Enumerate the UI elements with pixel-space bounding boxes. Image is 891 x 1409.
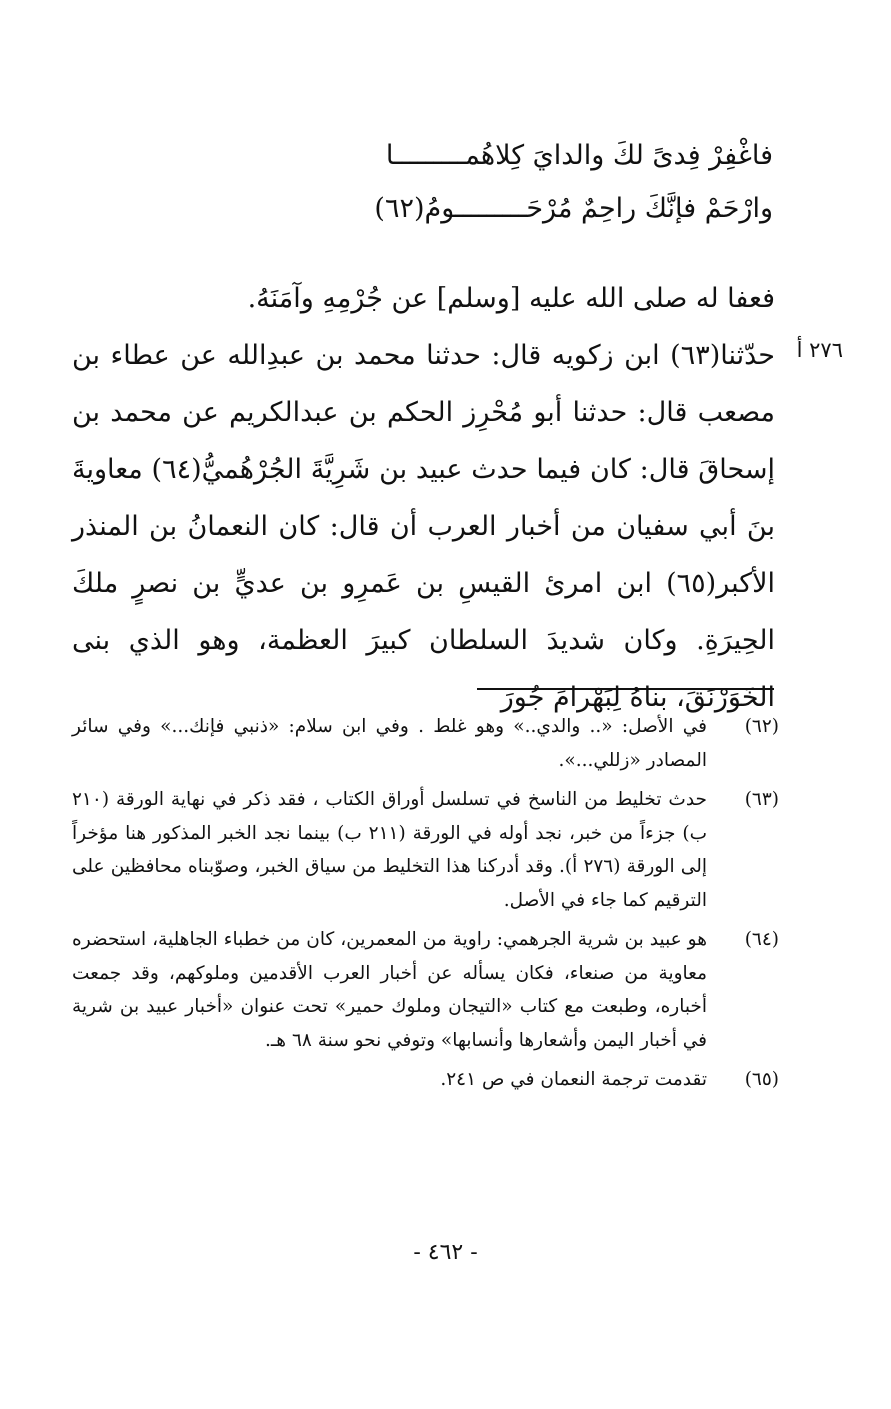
verse-line-1: فاغْفِرْ فِدىً لكَ والدايَ كِلاهُمـــــــــا [385, 140, 773, 171]
footnote-number: (٦٤) [744, 929, 779, 950]
footnote-text: هو عبيد بن شرية الجرهمي: راوية من المعمرين، كان من خطباء الجاهلية، استحضره معاوية من صنعاء، فكان يسأله عن أخبار العرب الأقدمين وملوكهم، وقد جمعت أخباره، وطبعت مع كتاب «التيجان وملوك حمير» تحت عنوان «أخبار عبيد بن شرية في أخبار اليمن وأشعارها وأنسابها» وتوفي نحو سنة ٦٨ هـ. [72, 929, 707, 1051]
footnote-63 [72, 783, 779, 917]
footnote-number: (٦٣) [744, 789, 779, 810]
manuscript-folio-marker: ٢٧٦ أ [796, 338, 843, 362]
main-text [72, 270, 775, 726]
footnote-text: حدث تخليط من الناسخ في تسلسل أوراق الكتاب ، فقد ذكر في نهاية الورقة (٢١٠ ب) جزءاً من خبر، نجد أوله في الورقة (٢١١ ب) بينما نجد الخبر المذكور هنا مؤخراً إلى الورقة (٢٧٦ أ). وقد أدركنا هذا التخليط من سياق الخبر، وصوّبناه محافظين على الترقيم كما جاء في الأصل. [72, 789, 708, 911]
paragraph-forgiveness: فعفا له صلى الله عليه [وسلم] عن جُرْمِهِ وآمَنَهُ. [247, 283, 775, 314]
footnotes [72, 710, 779, 1103]
footnote-text: في الأصل: «.. والدي..» وهو غلط . وفي ابن سلام: «ذنبي فإنك...» وفي سائر المصادر «زللي...». [72, 716, 707, 771]
footnote-65 [72, 1063, 779, 1097]
footnote-62 [72, 710, 779, 777]
footnote-text: تقدمت ترجمة النعمان في ص ٢٤١. [440, 1069, 707, 1090]
footnote-separator [477, 688, 774, 690]
page-number: - ٤٦٢ - [413, 1240, 478, 1265]
paragraph-narration: حدّثنا(٦٣) ابن زكويه قال: حدثنا محمد بن عبدِالله عن عطاء بن مصعب قال: حدثنا أبو مُحْرِز الحكم بن عبدالكريم عن محمد بن إسحاقَ قال: كان فيما حدث عبيد بن شَرِيَّةَ الجُرْهُميُّ(٦٤) معاويةَ بنَ أبي سفيان من أخبار العرب أن قال: كان النعمانُ بن المنذر الأكبر(٦٥) ابن امرئ القيسِ بن عَمرِو بن عديٍّ بن نصرٍ ملكَ الحِيرَةِ. وكان شديدَ السلطان كبيرَ العظمة، وهو الذي بنى الخَوَرْنَقَ، بناهُ لِبَهْرامَ جُورَ [72, 340, 776, 713]
footnote-64 [72, 923, 779, 1057]
verse-line-2: وارْحَمْ فإنَّكَ راحِمٌ مُرْحَـــــــــومُ(٦٢) [374, 193, 773, 224]
footnote-number: (٦٢) [744, 716, 779, 737]
footnote-number: (٦٥) [744, 1069, 779, 1090]
